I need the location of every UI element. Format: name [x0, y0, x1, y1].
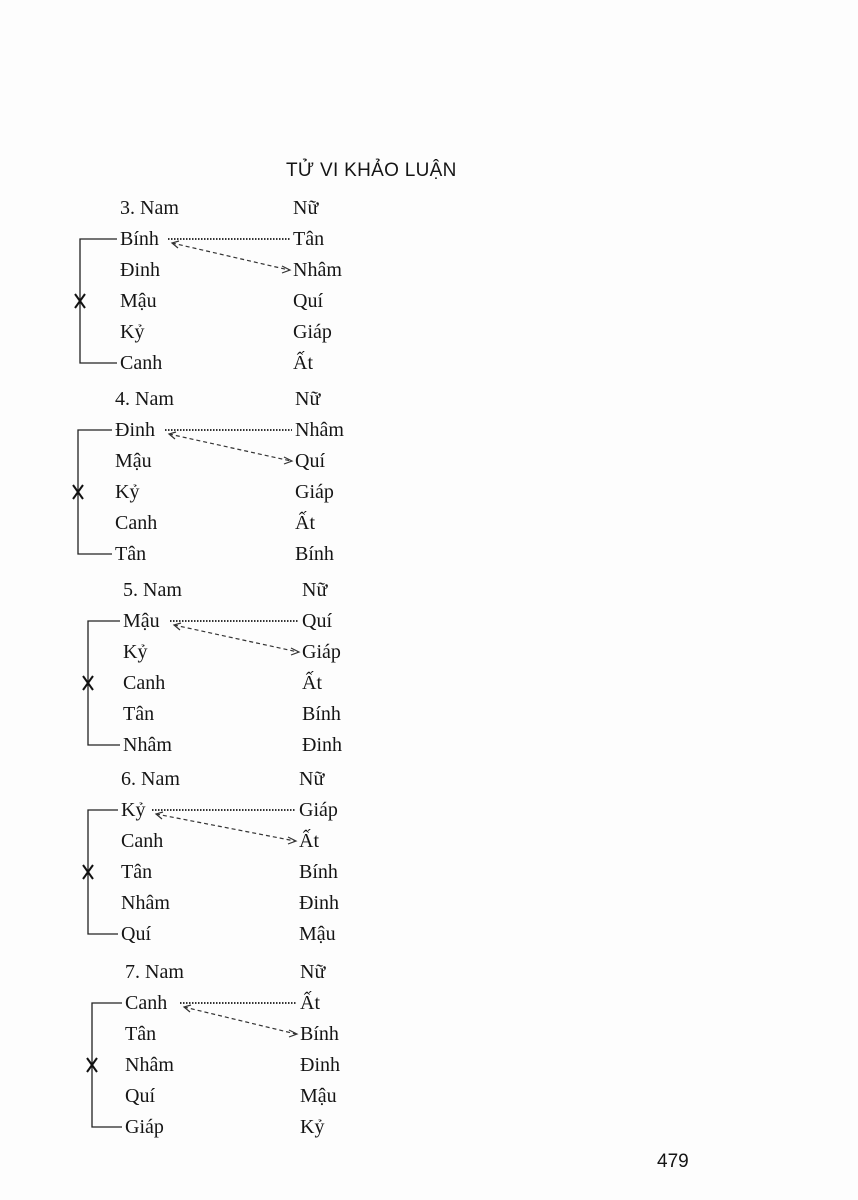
- female-stem-item: Ất: [300, 992, 320, 1014]
- block-label-nam: 6. Nam: [121, 768, 180, 790]
- female-stem-item: Bính: [295, 543, 334, 565]
- female-stem-item: Bính: [300, 1023, 339, 1045]
- dashed-arrow: [184, 1007, 296, 1034]
- bracket-line: [92, 1003, 122, 1127]
- female-stem-item: Ất: [293, 352, 313, 374]
- block-label-nu: Nữ: [299, 768, 325, 790]
- block-label-nu: Nữ: [293, 197, 319, 219]
- pairing-block-5: [0, 578, 858, 768]
- block-label-nam: 3. Nam: [120, 197, 179, 219]
- dashed-arrow: [169, 434, 291, 461]
- female-stem-item: Bính: [302, 703, 341, 725]
- arrowhead-icon: [172, 241, 179, 248]
- female-stem-item: Quí: [302, 610, 332, 632]
- male-stem-item: Mậu: [115, 450, 152, 472]
- arrowhead-icon: [174, 623, 181, 630]
- male-stem-item: Mậu: [120, 290, 157, 312]
- male-stem-item: Tân: [121, 861, 153, 883]
- arrowhead-icon: [169, 432, 176, 439]
- pairing-block-3: [0, 196, 858, 386]
- female-stem-item: Ất: [302, 672, 322, 694]
- bracket-line: [88, 621, 120, 745]
- female-stem-item: Bính: [299, 861, 338, 883]
- female-stem-item: Đinh: [300, 1054, 340, 1076]
- male-stem-item: Kỷ: [115, 481, 140, 503]
- male-stem-item: Bính: [120, 228, 159, 250]
- female-stem-item: Nhâm: [293, 259, 342, 281]
- female-stem-item: Đinh: [302, 734, 342, 756]
- male-stem-item: Canh: [121, 830, 164, 852]
- block-label-nam: 5. Nam: [123, 579, 182, 601]
- male-stem-item: Kỷ: [123, 641, 148, 663]
- male-stem-item: Tân: [115, 543, 147, 565]
- male-stem-item: Giáp: [125, 1116, 164, 1138]
- male-stem-item: Quí: [125, 1085, 155, 1107]
- female-stem-item: Giáp: [293, 321, 332, 343]
- male-stem-item: Tân: [123, 703, 155, 725]
- pairing-block-4: [0, 387, 858, 577]
- block-label-nam: 7. Nam: [125, 961, 184, 983]
- block-label-nam: 4. Nam: [115, 388, 174, 410]
- female-stem-item: Ất: [295, 512, 315, 534]
- block-label-nu: Nữ: [302, 579, 328, 601]
- page-number: 479: [657, 1151, 689, 1172]
- male-stem-item: Đinh: [120, 259, 160, 281]
- female-stem-item: Mậu: [300, 1085, 337, 1107]
- pairing-block-6: [0, 767, 858, 957]
- male-stem-item: Canh: [120, 352, 163, 374]
- male-stem-item: Canh: [123, 672, 166, 694]
- running-header: TỬ VI KHẢO LUẬN: [286, 160, 457, 181]
- male-stem-item: Kỷ: [121, 799, 146, 821]
- arrowhead-icon: [291, 648, 299, 655]
- arrowhead-icon: [288, 837, 296, 844]
- female-stem-item: Ất: [299, 830, 319, 852]
- female-stem-item: Giáp: [295, 481, 334, 503]
- dashed-arrow: [172, 243, 289, 270]
- female-stem-item: Kỷ: [300, 1116, 325, 1138]
- female-stem-item: Quí: [293, 290, 323, 312]
- female-stem-item: Quí: [295, 450, 325, 472]
- male-stem-item: Nhâm: [121, 892, 170, 914]
- block-label-nu: Nữ: [300, 961, 326, 983]
- male-stem-item: Nhâm: [123, 734, 172, 756]
- male-stem-item: Tân: [125, 1023, 157, 1045]
- pairing-block-7: [0, 960, 858, 1150]
- female-stem-item: Giáp: [302, 641, 341, 663]
- bracket-line: [88, 810, 118, 934]
- block-label-nu: Nữ: [295, 388, 321, 410]
- dashed-arrow: [156, 814, 295, 841]
- male-stem-item: Nhâm: [125, 1054, 174, 1076]
- male-stem-item: Đinh: [115, 419, 155, 441]
- female-stem-item: Nhâm: [295, 419, 344, 441]
- female-stem-item: Đinh: [299, 892, 339, 914]
- male-stem-item: Mậu: [123, 610, 160, 632]
- male-stem-item: Quí: [121, 923, 151, 945]
- male-stem-item: Canh: [115, 512, 158, 534]
- female-stem-item: Tân: [293, 228, 325, 250]
- arrowhead-icon: [184, 1005, 191, 1012]
- male-stem-item: Kỷ: [120, 321, 145, 343]
- female-stem-item: Giáp: [299, 799, 338, 821]
- bracket-line: [78, 430, 112, 554]
- arrowhead-icon: [282, 266, 290, 273]
- male-stem-item: Canh: [125, 992, 168, 1014]
- bracket-line: [80, 239, 117, 363]
- female-stem-item: Mậu: [299, 923, 336, 945]
- dashed-arrow: [174, 625, 298, 652]
- arrowhead-icon: [156, 812, 163, 819]
